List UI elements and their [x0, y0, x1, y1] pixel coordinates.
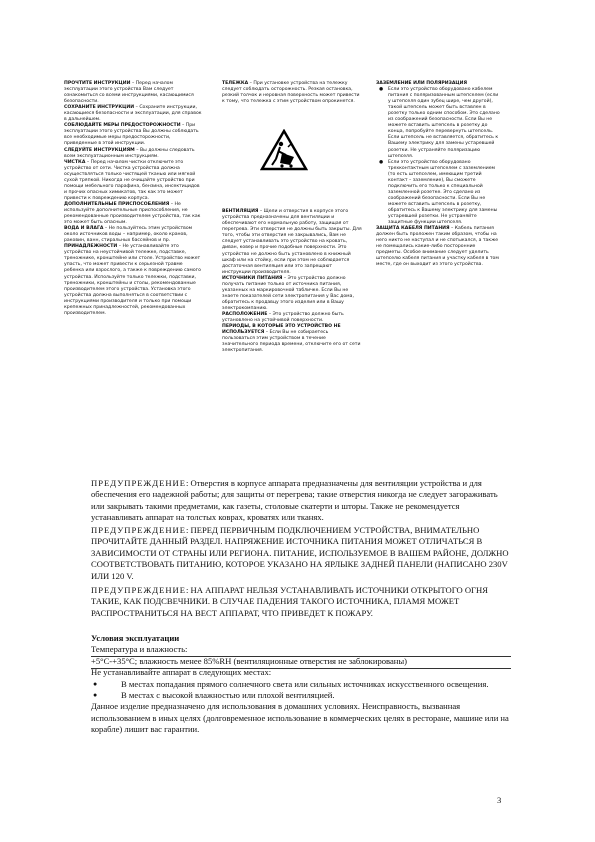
grounding-heading: ЗАЗЕМЛЕНИЕ ИЛИ ПОЛЯРИЗАЦИЯ [376, 81, 468, 86]
warning-text: : Отверстия в корпусе аппарата предназначены для вентиляции устройства и для обеспечения его надежной работы; для защиты от перегрева; такие отверстия никогда не следует загораживать или закрывать такими предметами, как газеты, столовые скатерти и шторы. Также не рекомендуется устанавливать аппарат на толстых коврах, кроватях или тканях. [91, 478, 498, 523]
warning-heading: ПРЕДУПРЕЖДЕНИЕ [91, 478, 186, 488]
entry-heading: ПРИНАДЛЕЖНОСТИ [64, 244, 118, 250]
divider [91, 668, 511, 669]
entry-text: – Перед началом эксплуатации этого устройства Вам следует ознакомиться со всеми инструкциями, касающимися безопасности. [64, 81, 194, 105]
warning-heading: ПРЕДУПРЕЖДЕНИЕ [91, 525, 186, 535]
entry-text: – Перед началом чистки отключите это устройство от сети. Чистка устройства должна осуществляться только чистящей тканью или мягкой сухой тряпкой. Никогда не очищайте устройство при помощи мебельного парафина, бензина, инсектицидов и прочих опасных химикатов, так как это может привести к повреждению корпуса. [64, 159, 200, 201]
conditions-footer: Данное изделие предназначено для использования в домашних условиях. Неисправность, вызванная использованием в иных целях (долговременное использование в коммерческих целях в ресторане, машине или на корабле) лишит вас гарантии. [91, 701, 509, 735]
warning-text: : НА АППАРАТ НЕЛЬЗЯ УСТАНАВЛИВАТЬ ИСТОЧНИКИ ОТКРЫТОГО ОГНЯ ТАКИЕ, КАК ПОДСВЕЧНИКИ. В СЛУЧАЕ ПАДЕНИЯ ТАКОГО ИСТОЧНИКА, ПЛАМЯ МОЖЕТ РАСПРОСТРАНИТЬСЯ НА ВЕСТ АППАРАТ, ЧТО ПРИВЕДЕТ К ПОЖАРУ. [91, 585, 488, 618]
entry-text: – Сохраните инструкции, касающиеся безопасности и эксплуатации, для справок в дальнейшем. [64, 105, 202, 123]
safety-entry [64, 105, 203, 123]
warning-power-voltage [91, 525, 511, 582]
entry-heading: ИСТОЧНИКИ ПИТАНИЯ [222, 275, 283, 281]
entry-heading: СОБЛЮДАЙТЕ МЕРЫ ПРЕДОСТОРОЖНОСТИ [64, 123, 181, 129]
grounding-bullet: ● Если это устройство оборудовано кабелем питания с поляризованным штепселем (если у штепселя один зубец шире, чем другой), такой штепсель может быть вставлен в розетку только одним способом. Это сделано из соображений безопасности. Если Вы не можете вставить штепсель в розетку до конца, попробуйте перевернуть штепсель. Если штепсель не вставляется, обратитесь к Вашему электрику для замены устаревшей розетки. Не устраняйте поляризацию штепселя. [376, 87, 502, 160]
warning-text: : ПЕРЕД ПЕРВИЧНЫМ ПОДКЛЮЧЕНИЕМ УСТРОЙСТВА, ВНИМАТЕЛЬНО ПРОЧИТАЙТЕ ДАННЫЙ РАЗДЕЛ. НАПРЯЖЕНИЕ ИСТОЧНИКА ПИТАНИЯ МОЖЕТ ОТЛИЧАТЬСЯ В ЗАВИСИМОСТИ ОТ СТРАНЫ ИЛИ РЕГИОНА. ПИТАНИЕ, ИСПОЛЬЗУЕМОЕ В ВАШЕМ РАЙОНЕ, ДОЛЖНО СООТВЕТСТВОВАТЬ ПИТАНИЮ, КОТОРОЕ УКАЗАНО НА ЯРЛЫКЕ ЗАДНЕЙ ПАНЕЛИ (НАПИСАНО 230V ИЛИ 120 V. [91, 525, 509, 581]
conditions-title: Условия эксплуатации [91, 633, 180, 643]
safety-entry [64, 244, 203, 317]
entry-heading: ПЕРИОДЫ, В КОТОРЫЕ ЭТО УСТРОЙСТВО НЕ ИСПОЛЬЗУЕТСЯ [222, 324, 341, 336]
entry-heading: ЗАЩИТА КАБЕЛЯ ПИТАНИЯ [376, 226, 450, 232]
safety-entry [64, 81, 203, 105]
entry-heading: ПРОЧТИТЕ ИНСТРУКЦИИ [64, 81, 131, 86]
entry-text: – При установке устройства на тележку следует соблюдать осторожность. Резкая остановка, резкий толчок и неровная поверхность может привести к тому, что тележка с этим устройством опрокинется. [222, 81, 360, 105]
page-number: 3 [497, 795, 502, 805]
entry-text: – Это устройство должно получать питание только от источника питания, указанных на маркировочной табличке. Если Вы не знаете показателей сети электропитания у Вас дома, обратитесь к продавцу этого изделия или в Вашу электрокомпанию. [222, 275, 354, 311]
entry-text: – При эксплуатации этого устройства Вы должны соблюдать все необходимые меры предосторожности, приведенные в этой инструкции. [64, 123, 199, 147]
safety-entry [222, 209, 362, 276]
conditions-bullet: ● В местах с высокой влажностью или плохой вентиляцией. [91, 690, 511, 701]
entry-heading: ДОПОЛНИТЕЛЬНЫЕ ПРИСПОСОБЛЕНИЯ [64, 201, 170, 207]
conditions-line: Температура и влажность: [91, 644, 188, 655]
safety-entry [222, 276, 362, 312]
entry-text: – Это устройство должно быть установлено на устойчивой поверхности. [222, 311, 344, 324]
safety-entry [64, 226, 203, 244]
entry-text: – Не пользуйтесь этим устройством около источников воды – например, около кранов, раковин, ванн, стиральных бассейнов и пр. [64, 226, 193, 244]
divider [91, 656, 511, 657]
warning-heading: ПРЕДУПРЕЖДЕНИЕ [91, 585, 186, 595]
entry-heading: ВЕНТИЛЯЦИЯ [222, 209, 259, 215]
entry-text: – Не используйте дополнительные приспособления, не рекомендованные производителем устройства, так как это может быть опасным. [64, 201, 201, 226]
cart-tip-over-warning-icon [260, 129, 308, 187]
safety-entry [64, 148, 203, 160]
entry-heading: ТЕЛЕЖКА [222, 81, 249, 86]
conditions-line: +5°C-+35°C; влажность менее 85%RH (вентиляционные отверстия не заблокированы) [91, 655, 408, 666]
entry-text: – Щели и отверстия в корпусе этого устройства предназначены для вентиляции и обеспечивают его нормальную работу, защищая от перегрева. Эти отверстия не должны быть закрыты. Для того, чтобы эти отверстия не закрывались, Вам не следует устанавливать это устройство на кровать, диван, ковер и прочие подобные поверхности. Это устройство не должно быть установлено в книжный шкаф или на стойку, если при этом не соблюдается достаточная вентиляция или это запрещают инструкции производителя. [222, 209, 362, 275]
entry-heading: СЛЕДУЙТЕ ИНСТРУКЦИЯМ [64, 147, 135, 153]
safety-entry [222, 81, 362, 105]
operating-conditions [91, 633, 511, 736]
safety-entry [376, 226, 502, 268]
entry-text: – Если Вы не собираетесь пользоваться этим устройством в течение значительного периода времени, отключите его от сети электропитания. [222, 330, 361, 354]
safety-column-1 [64, 81, 203, 317]
conditions-line: Не устанавливайте аппарат в следующих местах: [91, 667, 272, 678]
safety-entry [64, 202, 203, 226]
safety-column-3 [376, 81, 502, 268]
safety-entry [222, 312, 362, 324]
entry-heading: ВОДА И ВЛАГА [64, 226, 104, 232]
grounding-bullet: ● Если это устройство оборудовано трехконтактным штепселем с заземлением (то есть штепселем, имеющим третий контакт – заземление), Вы сможете подключить его только к специальной заземленной розетке. Это сделано из соображений безопасности. Если Вы не можете вставить штепсель в розетку, обратитесь к Вашему электрику для замены устаревшей розетки. Не устраняйте защитные функции штепселя. [376, 160, 502, 227]
entry-text: – Вы должны следовать всем эксплуатационным инструкциям. [64, 147, 195, 159]
conditions-bullet: ● В местах попадания прямого солнечного света или сильных источниках искусственного освещения. [91, 679, 511, 690]
entry-text: – Кабель питания должен быть проложен таким образом, чтобы на него никто не наступал и не спотыкался, а также не помещались какие-либо посторонние предметы. Особое внимание следует уделить штепселю кабеля питания и участку кабеля в том месте, где он выходит из этого устройства. [376, 226, 499, 268]
safety-entry [64, 160, 203, 202]
safety-entry [222, 324, 362, 354]
entry-text: – Не устанавливайте это устройство на неустойчивой тележке, подставке, треножнике, кронштейне или столе. Устройство может упасть, что может привести к серьезной травме ребенка или взрослого, а также к повреждению самого устройства. Используйте только тележки, подставки, треножники, кронштейны и столы, рекомендованные производителем этого устройства. Установка этого устройства должна выполняться в соответствии с инструкциями производителя и только при помощи крепежных принадлежностей, рекомендованных производителем. [64, 244, 201, 316]
safety-entry [64, 123, 203, 147]
entry-heading: СОХРАНИТЕ ИНСТРУКЦИИ [64, 105, 135, 111]
safety-column-2 [222, 81, 362, 354]
entry-heading: РАСПОЛОЖЕНИЕ [222, 311, 268, 317]
warning-ventilation [91, 478, 511, 524]
warning-open-flame [91, 585, 511, 619]
entry-heading: ЧИСТКА [64, 159, 86, 165]
